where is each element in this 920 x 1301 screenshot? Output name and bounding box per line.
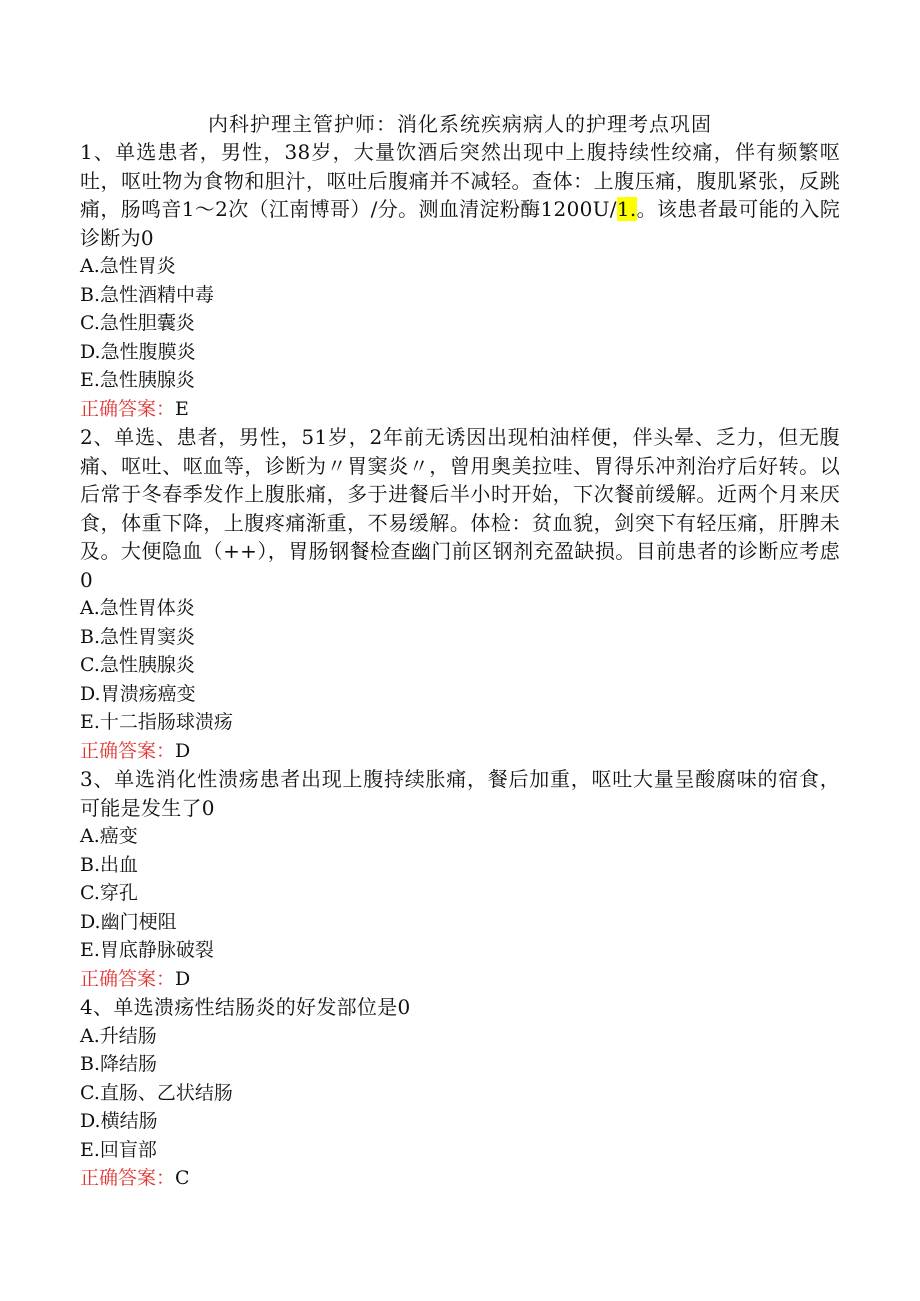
option-c: C.急性胆囊炎: [80, 312, 195, 334]
option-d: D.横结肠: [80, 1110, 158, 1132]
answer-label: 正确答案：: [80, 967, 176, 990]
answer-label: 正确答案：: [80, 739, 176, 762]
question-text: 2、单选、患者，男性，51岁，2年前无诱因出现柏油样便，伴头晕、乏力，但无腹痛、呕吐、呕血等，诊断为〃胃窦炎〃，曾用奥美拉哇、胃得乐冲剂治疗后好转。以后常于冬春季发作上腹胀痛，多于进餐后半小时开始，下次餐前缓解。近两个月来厌食，体重下降，上腹疼痛渐重，不易缓解。体检：贫血貌，剑突下有轻压痛，肝脾未及。大便隐血（++），胃肠钢餐检查幽门前区钢剂充盈缺损。目前患者的诊断应考虑0: [80, 425, 840, 592]
option-e: E.回盲部: [80, 1138, 157, 1161]
question-4: [80, 993, 840, 1193]
option-b: B.出血: [80, 853, 139, 876]
option-c: C.穿孔: [80, 882, 138, 904]
question-1: [80, 138, 840, 423]
answer-label: 正确答案：: [80, 1167, 176, 1189]
question-2: [80, 423, 840, 765]
question-text-part: 1、单选患者，男性，38岁，大量饮酒后突然出现中上腹持续性绞痛，伴有频繁呕吐，呕吐物为食物和胆汁，呕吐后腹痛并不减轻。查体：上腹压痛，腹肌紧张，反跳痛，肠鸣音1～2次（江南博哥）/分。测血清淀粉酶1200U/: [80, 140, 840, 221]
correct-answer: [80, 395, 840, 424]
answer-value: E: [175, 397, 189, 420]
question-text: 4、单选溃疡性结肠炎的好发部位是0: [80, 995, 411, 1019]
question-text: [80, 138, 840, 252]
option-d: D.胃溃疡癌变: [80, 682, 196, 705]
option-c: C.直肠、乙状结肠: [80, 1081, 233, 1104]
option-a: A.急性胃炎: [80, 255, 176, 277]
option-b: B.降结肠: [80, 1053, 158, 1075]
correct-answer: [80, 965, 840, 994]
option-b: B.急性胃窦炎: [80, 625, 196, 648]
correct-answer: [80, 1164, 840, 1193]
document-page: [80, 110, 840, 1193]
question-text: 3、单选消化性溃疡患者出现上腹持续胀痛，餐后加重，呕吐大量呈酸腐味的宿食，可能是发生了0: [80, 767, 840, 820]
document-title: 内科护理主管护师：消化系统疾病病人的护理考点巩固: [208, 112, 712, 136]
answer-value: D: [175, 967, 191, 990]
option-d: D.急性腹膜炎: [80, 340, 196, 363]
correct-answer: [80, 737, 840, 766]
option-e: E.十二指肠球溃疡: [80, 711, 233, 733]
answer-value: C: [175, 1167, 190, 1189]
option-e: E.胃底静脉破裂: [80, 939, 214, 961]
option-a: A.急性胃体炎: [80, 597, 195, 619]
option-a: A.癌变: [80, 825, 138, 847]
option-d: D.幽门梗阻: [80, 910, 177, 933]
answer-value: D: [175, 739, 191, 762]
question-3: [80, 765, 840, 993]
answer-label: 正确答案：: [80, 397, 176, 420]
option-e: E.急性胰腺炎: [80, 369, 195, 391]
option-a: A.升结肠: [80, 1024, 157, 1047]
highlighted-text: 1.: [616, 197, 637, 221]
option-c: C.急性胰腺炎: [80, 654, 195, 676]
question-text-part: 。该患者最可能的入院诊断为0: [80, 197, 840, 250]
option-b: B.急性酒精中毒: [80, 283, 215, 306]
